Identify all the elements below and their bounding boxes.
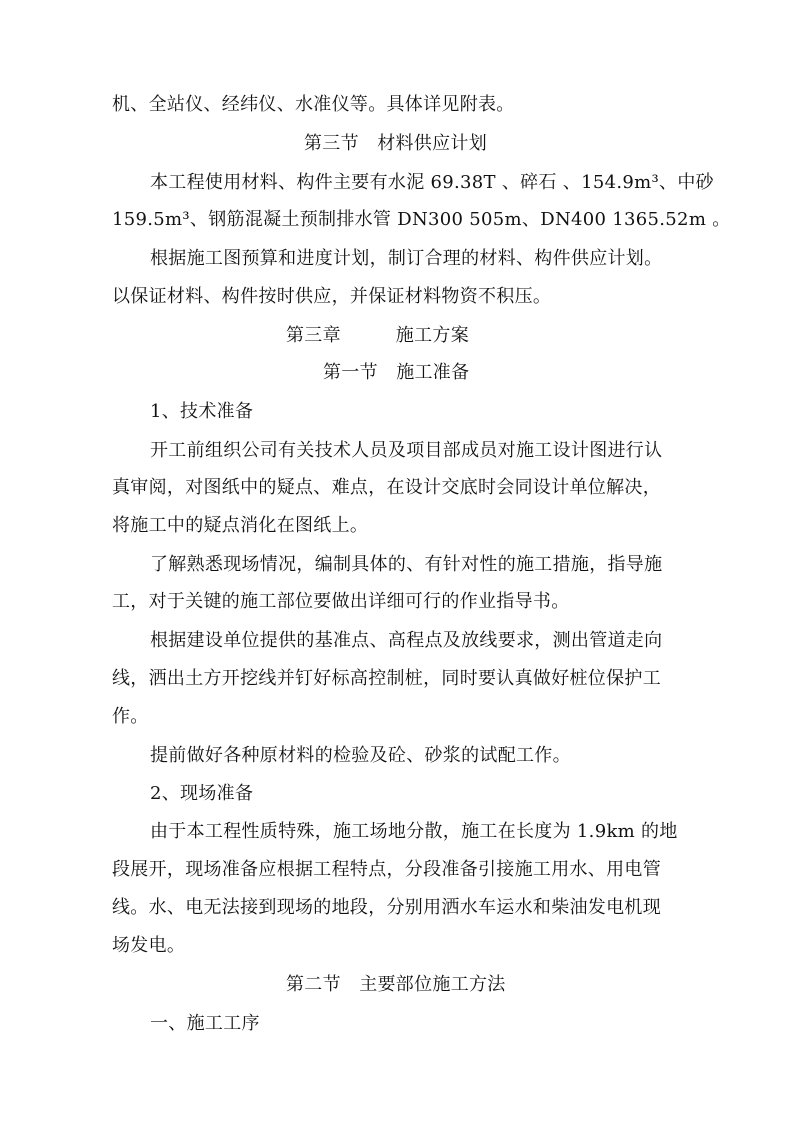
text-line-field-4: 场发电。 <box>112 935 186 956</box>
text-line-tech-2: 真审阅，对图纸中的疑点、难点，在设计交底时会同设计单位解决， <box>112 477 661 498</box>
text-line-field-1: 由于本工程性质特殊，施工场地分散，施工在长度为 1.9km 的地 <box>150 821 678 842</box>
subheading-site-preparation: 2、现场准备 <box>150 783 254 804</box>
text-line-tech-3: 将施工中的疑点消化在图纸上。 <box>112 515 369 536</box>
text-line-plan-1: 根据施工图预算和进度计划，制订合理的材料、构件供应计划。 <box>150 248 663 269</box>
subheading-construction-sequence: 一、施工工序 <box>150 1013 260 1034</box>
text-line-survey-2: 线，洒出土方开挖线并钉好标高控制桩，同时要认真做好桩位保护工 <box>112 668 661 689</box>
text-line-tech-1: 开工前组织公司有关技术人员及项目部成员对施工设计图进行认 <box>150 440 663 461</box>
text-line-equipment: 机、全站仪、经纬仪、水准仪等。具体详见附表。 <box>112 94 515 115</box>
text-line-testing: 提前做好各种原材料的检验及砼、砂浆的试配工作。 <box>150 745 571 766</box>
section-heading-preparation: 第一节 施工准备 <box>323 362 470 383</box>
section-heading-material-supply: 第三节 材料供应计划 <box>304 133 487 154</box>
subheading-technical-preparation: 1、技术准备 <box>150 401 254 422</box>
text-line-materials-1: 本工程使用材料、构件主要有水泥 69.38T 、碎石 、154.9m³、中砂 <box>150 172 714 193</box>
text-line-plan-2: 以保证材料、构件按时供应，并保证材料物资不积压。 <box>112 286 552 307</box>
text-line-field-3: 线。水、电无法接到现场的地段，分别用洒水车运水和柴油发电机现 <box>112 897 661 918</box>
text-line-site-2: 工，对于关键的施工部位要做出详细可行的作业指导书。 <box>112 591 570 612</box>
section-heading-main-methods: 第二节 主要部位施工方法 <box>286 974 506 995</box>
text-line-survey-3: 作。 <box>112 706 149 727</box>
text-line-site-1: 了解熟悉现场情况，编制具体的、有针对性的施工措施，指导施 <box>150 554 663 575</box>
chapter-heading-construction-scheme: 第三章 施工方案 <box>286 325 469 346</box>
text-line-materials-2: 159.5m³、钢筋混凝土预制排水管 DN300 505m、DN400 1365.52m 。 <box>112 209 731 230</box>
text-line-field-2: 段展开，现场准备应根据工程特点，分段准备引接施工用水、用电管 <box>112 859 661 880</box>
text-line-survey-1: 根据建设单位提供的基准点、高程点及放线要求，测出管道走向 <box>150 630 663 651</box>
